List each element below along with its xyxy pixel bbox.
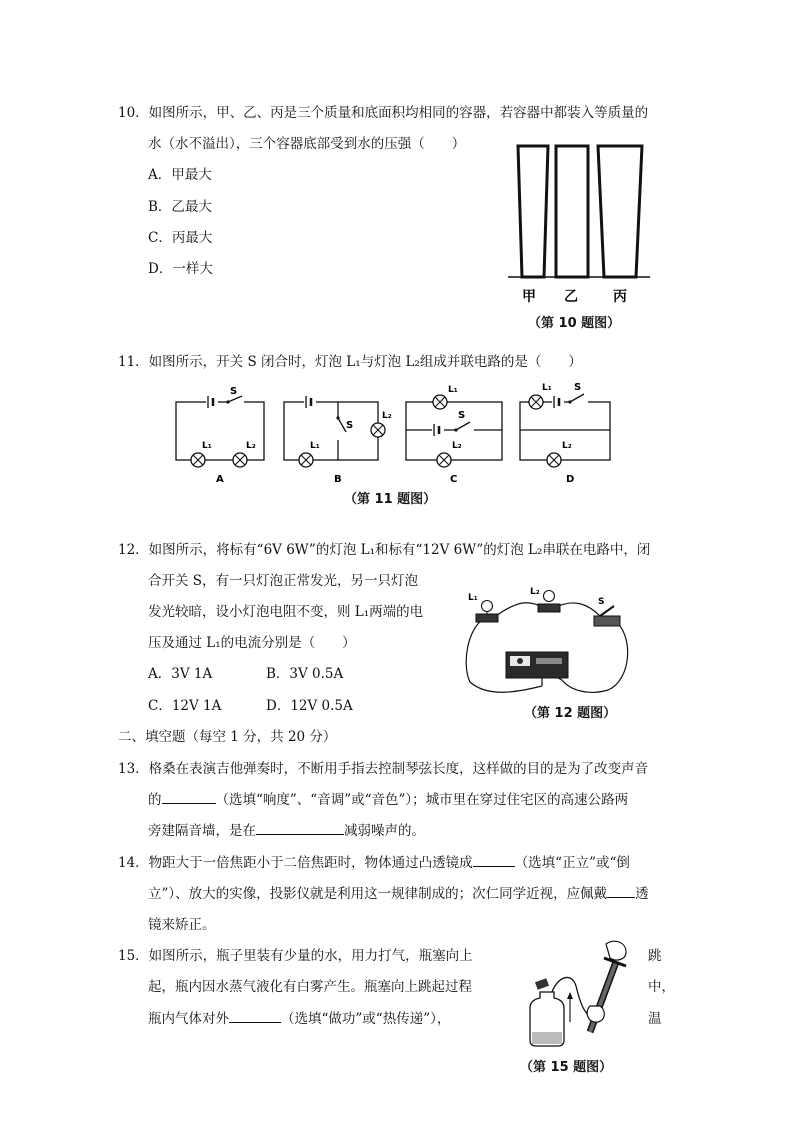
q15-line3: 瓶内气体对外 （选填“做功”或“热传递”）， <box>148 1011 451 1027</box>
q12-option-d: D．12V 0.5A <box>266 698 353 714</box>
q15-blank-1[interactable] <box>229 1010 281 1023</box>
svg-text:L₁: L₁ <box>448 385 458 395</box>
q12-caption: （第 12 题图） <box>524 706 617 721</box>
q14-line1: 14．物距大于一倍焦距小于二倍焦距时，物体通过凸透镜成 （选填“正立”或“倒 <box>118 855 630 871</box>
svg-text:L₂: L₂ <box>382 411 392 421</box>
svg-text:L₂: L₂ <box>562 441 572 451</box>
svg-text:L₂: L₂ <box>530 587 540 597</box>
q11-caption: （第 11 题图） <box>344 492 437 507</box>
label-bing: 丙 <box>613 289 627 305</box>
circuit-c <box>406 385 502 485</box>
q15-caption: （第 15 题图） <box>520 1060 613 1075</box>
q12-option-c: C．12V 1A <box>148 698 222 714</box>
q13-blank-2[interactable] <box>256 822 344 835</box>
q10-stem-line2: 水（水不溢出），三个容器底部受到水的压强（ ） <box>148 136 466 152</box>
svg-text:L₁: L₁ <box>468 593 478 603</box>
q12-stem-line3: 发光较暗，设小灯泡电阻不变，则 L₁两端的电 <box>148 604 424 620</box>
q10-containers-figure <box>500 138 660 308</box>
svg-text:S: S <box>574 382 582 393</box>
circuit-d <box>520 382 610 485</box>
label-yi: 乙 <box>564 289 578 305</box>
svg-text:S: S <box>346 420 354 431</box>
q12-circuit-figure <box>458 586 638 701</box>
circuit-a <box>176 386 264 485</box>
q11-circuits-figure <box>170 380 620 488</box>
svg-text:S: S <box>598 597 605 607</box>
svg-text:S: S <box>458 410 466 421</box>
circuit-label-a: A <box>216 474 224 485</box>
q11-stem: 11．如图所示，开关 S 闭合时，灯泡 L₁与灯泡 L₂组成并联电路的是（ ） <box>118 354 582 370</box>
q12-stem-line2: 合开关 S，有一只灯泡正常发光，另一只灯泡 <box>148 573 419 589</box>
circuit-b <box>284 396 392 485</box>
svg-text:L₁: L₁ <box>542 383 552 393</box>
circuit-label-c: C <box>450 474 458 485</box>
svg-text:L₂: L₂ <box>246 441 256 451</box>
svg-text:L₁: L₁ <box>202 441 212 451</box>
q12-option-b: B．3V 0.5A <box>266 666 344 682</box>
switch-label-a: S <box>230 386 238 397</box>
container-bing <box>598 146 642 277</box>
svg-text:L₂: L₂ <box>452 441 462 451</box>
q15-line2: 起，瓶内因水蒸气液化有白雾产生。瓶塞向上跳起过程 <box>148 979 472 995</box>
q13-blank-1[interactable] <box>162 791 216 804</box>
q10-stem-line1: 10．如图所示，甲、乙、丙是三个质量和底面积均相同的容器，若容器中都装入等质量的 <box>118 105 649 121</box>
q15-line1: 15．如图所示，瓶子里装有少量的水，用力打气，瓶塞向上 <box>118 948 473 964</box>
circuit-label-b: B <box>334 474 342 485</box>
section-heading: 二、填空题（每空 1 分，共 20 分） <box>118 729 337 745</box>
q14-line2: 立”）、放大的实像，投影仪就是利用这一规律制成的；次仁同学近视，应佩戴 透 <box>148 886 649 902</box>
q10-option-b: B．乙最大 <box>148 199 212 215</box>
q10-option-d: D．一样大 <box>148 261 213 277</box>
q13-line1: 13．格桑在表演吉他弹奏时，不断用手指去控制琴弦长度，这样做的目的是为了改变声音 <box>118 761 649 777</box>
q14-line3: 镜来矫正。 <box>148 917 216 933</box>
q15-line3-end: 温 <box>648 1011 662 1027</box>
q15-line2-end: 中， <box>648 979 675 995</box>
container-yi <box>556 146 588 277</box>
q13-line3: 旁建隔音墙，是在 减弱噪声的。 <box>148 823 425 839</box>
q12-stem-line1: 12．如图所示，将标有“6V 6W”的灯泡 L₁和标有“12V 6W”的灯泡 L₂串联在电路中，闭 <box>118 542 651 558</box>
label-jia: 甲 <box>522 289 536 305</box>
circuit-label-d: D <box>566 474 575 485</box>
q15-pump-bottle-figure <box>518 936 638 1051</box>
q12-stem-line4: 压及通过 L₁的电流分别是（ ） <box>148 635 356 651</box>
svg-text:L₁: L₁ <box>310 441 320 451</box>
q12-option-a: A．3V 1A <box>148 666 213 682</box>
q15-line1-end: 跳 <box>648 948 662 964</box>
q10-caption: （第 10 题图） <box>528 316 621 331</box>
container-jia <box>518 146 548 277</box>
q10-option-c: C．丙最大 <box>148 230 213 246</box>
q13-line2: 的 （选填“响度”、“音调”或“音色”）；城市里在穿过住宅区的高速公路两 <box>148 792 629 808</box>
q10-option-a: A．甲最大 <box>148 167 212 183</box>
q14-blank-2[interactable] <box>607 885 635 898</box>
q14-blank-1[interactable] <box>473 854 515 867</box>
